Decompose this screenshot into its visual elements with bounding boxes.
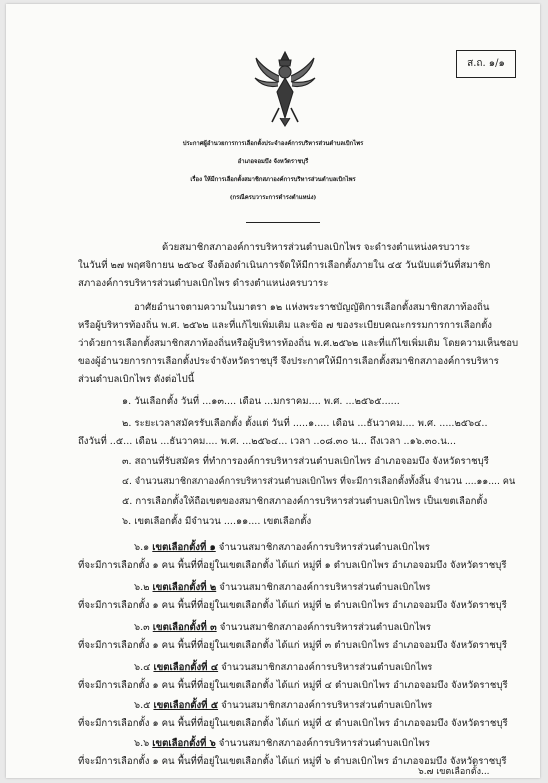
- district-label: เขตเลือกตั้งที่ ๓: [152, 622, 217, 633]
- district-label: เขตเลือกตั้งที่ ๔: [153, 662, 219, 673]
- intro-line: ในวันที่ ๒๗ พฤศจิกายน ๒๕๖๔ จึงต้องดำเนินการจัดให้มีการเลือกตั้งภายใน ๔๕ วันนับแต่วันที่สมาชิก: [78, 260, 491, 271]
- legal-line: อาศัยอำนาจตามความในมาตรา ๑๒ แห่งพระราชบัญญัติการเลือกตั้งสมาชิกสภาท้องถิ่น: [134, 302, 490, 313]
- intro-line: ด้วยสมาชิกสภาองค์การบริหารส่วนตำบลเบิกไพร จะดำรงตำแหน่งครบวาระ: [162, 242, 471, 253]
- district-line: ๖.๖ เขตเลือกตั้งที่ ๖ จำนวนสมาชิกสภาองค์การบริหารส่วนตำบลเบิกไพร: [134, 738, 430, 749]
- district-detail: ที่จะมีการเลือกตั้ง ๑ คน พื้นที่ที่อยู่ในเขตเลือกตั้ง ได้แก่ หมู่ที่ ๓ ตำบลเบิกไพร อำเภอจอมบึง จังหวัดราชบุรี: [78, 640, 507, 651]
- district-line: ๖.๕ เขตเลือกตั้งที่ ๕ จำนวนสมาชิกสภาองค์การบริหารส่วนตำบลเบิกไพร: [134, 700, 433, 711]
- district-line: ๖.๒ เขตเลือกตั้งที่ ๒ จำนวนสมาชิกสภาองค์การบริหารส่วนตำบลเบิกไพร: [134, 582, 431, 593]
- district-detail: ที่จะมีการเลือกตั้ง ๑ คน พื้นที่ที่อยู่ในเขตเลือกตั้ง ได้แก่ หมู่ที่ ๑ ตำบลเบิกไพร อำเภอจอมบึง จังหวัดราชบุรี: [78, 560, 507, 571]
- district-label: เขตเลือกตั้งที่ ๑: [152, 542, 216, 553]
- district-detail: ที่จะมีการเลือกตั้ง ๑ คน พื้นที่ที่อยู่ในเขตเลือกตั้ง ได้แก่ หมู่ที่ ๕ ตำบลเบิกไพร อำเภอจอมบึง จังหวัดราชบุรี: [78, 718, 508, 729]
- district-detail: ที่จะมีการเลือกตั้ง ๑ คน พื้นที่ที่อยู่ในเขตเลือกตั้ง ได้แก่ หมู่ที่ ๒ ตำบลเบิกไพร อำเภอจอมบึง จังหวัดราชบุรี: [78, 600, 507, 611]
- header-line-3: เรื่อง ให้มีการเลือกตั้งสมาชิกสภาองค์การบริหารส่วนตำบลเบิกไพร: [190, 176, 356, 183]
- legal-line: ว่าด้วยการเลือกตั้งสมาชิกสภาท้องถิ่นหรือผู้บริหารท้องถิ่น พ.ศ.๒๕๖๒ และที่แก้ไขเพิ่มเติม โดยความเห็นชอบ: [78, 338, 519, 349]
- item-application-period: ๒. ระยะเวลาสมัครรับเลือกตั้ง ตั้งแต่ วันที่ .....๑..... เดือน ...ธันวาคม.... พ.ศ. .....๒๕๖๔..: [122, 418, 488, 429]
- header-line-1: ประกาศผู้อำนวยการการเลือกตั้งประจำองค์การบริหารส่วนตำบลเบิกไพร: [182, 140, 364, 147]
- legal-line: หรือผู้บริหารท้องถิ่น พ.ศ. ๒๕๖๒ และที่แก้ไขเพิ่มเติม และข้อ ๗ ของระเบียบคณะกรรมการการเลือกตั้ง: [78, 320, 492, 331]
- header-divider: [246, 222, 320, 223]
- document-page: [6, 4, 540, 778]
- legal-line: ของผู้อำนวยการการเลือกตั้งประจำจังหวัดราชบุรี จึงประกาศให้มีการเลือกตั้งสมาชิกสภาองค์การบริหาร: [78, 356, 499, 367]
- item-election-date: ๑. วันเลือกตั้ง วันที่ ...๑๓.... เดือน ...มกราคม.... พ.ศ. ...๒๕๖๕......: [122, 396, 400, 407]
- district-line: ๖.๔ เขตเลือกตั้งที่ ๔ จำนวนสมาชิกสภาองค์การบริหารส่วนตำบลเบิกไพร: [134, 662, 433, 673]
- item-member-count: ๔. จำนวนสมาชิกสภาองค์การบริหารส่วนตำบลเบิกไพร ที่จะมีการเลือกตั้งทั้งสิ้น จำนวน ....๑๑.... คน: [122, 476, 516, 487]
- item-constituency-basis: ๕. การเลือกตั้งให้ถือเขตของสมาชิกสภาองค์การบริหารส่วนตำบลเบิกไพร เป็นเขตเลือกตั้ง: [122, 496, 488, 507]
- item-application-place: ๓. สถานที่รับสมัคร ที่ทำการองค์การบริหารส่วนตำบลเบิกไพร อำเภอจอมบึง จังหวัดราชบุรี: [122, 456, 489, 467]
- district-label: เขตเลือกตั้งที่ ๖: [152, 738, 216, 749]
- garuda-emblem-icon: [252, 48, 318, 128]
- district-line: ๖.๓ เขตเลือกตั้งที่ ๓ จำนวนสมาชิกสภาองค์การบริหารส่วนตำบลเบิกไพร: [134, 622, 431, 633]
- district-line: ๖.๑ เขตเลือกตั้งที่ ๑ จำนวนสมาชิกสภาองค์การบริหารส่วนตำบลเบิกไพร: [134, 542, 430, 553]
- header-line-4: (กรณีครบวาระการดำรงตำแหน่ง): [229, 194, 317, 201]
- district-detail: ที่จะมีการเลือกตั้ง ๑ คน พื้นที่ที่อยู่ในเขตเลือกตั้ง ได้แก่ หมู่ที่ ๖ ตำบลเบิกไพร อำเภอจอมบึง จังหวัดราชบุรี: [78, 756, 507, 767]
- legal-line: ส่วนตำบลเบิกไพร ดังต่อไปนี้: [78, 374, 195, 385]
- item-application-period-end: ถึงวันที่ ..๕... เดือน ...ธันวาคม.... พ.ศ. ...๒๕๖๔... เวลา ..๐๘.๓๐ น... ถึงเวลา ..๑๖.๓๐.น...: [78, 436, 457, 447]
- district-label: เขตเลือกตั้งที่ ๕: [153, 700, 219, 711]
- item-constituency-count: ๖. เขตเลือกตั้ง มีจำนวน ....๑๑.... เขตเลือกตั้ง: [122, 516, 312, 527]
- header-line-2: อำเภอจอมบึง จังหวัดราชบุรี: [237, 158, 309, 165]
- intro-line: สภาองค์การบริหารส่วนตำบลเบิกไพร ดำรงตำแหน่งครบวาระ: [78, 278, 329, 289]
- district-detail: ที่จะมีการเลือกตั้ง ๑ คน พื้นที่ที่อยู่ในเขตเลือกตั้ง ได้แก่ หมู่ที่ ๔ ตำบลเบิกไพร อำเภอจอมบึง จังหวัดราชบุรี: [78, 680, 508, 691]
- form-code-box: ส.ถ. ๑/๑: [456, 50, 516, 78]
- district-label: เขตเลือกตั้งที่ ๒: [152, 582, 217, 593]
- continuation-note: ๖.๗ เขตเลือกตั้ง...: [418, 767, 490, 777]
